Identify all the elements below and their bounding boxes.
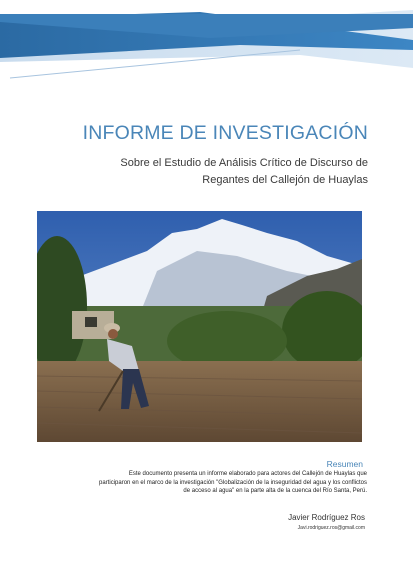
author-email[interactable]: Javi.rodriguez.ros@gmail.com bbox=[297, 525, 365, 531]
report-title: INFORME DE INVESTIGACIÓN bbox=[82, 122, 368, 144]
report-subtitle bbox=[68, 155, 368, 189]
abstract-heading: Resumen bbox=[326, 459, 363, 469]
subtitle-line-2: Regantes del Callejón de Huaylas bbox=[202, 174, 368, 186]
cover-photo-farmer-mountains bbox=[37, 211, 362, 442]
abstract-body: Este documento presenta un informe elaborado para actores del Callejón de Huaylas que participaron en el marco de la investigación "Globalización de la inseguridad del agua y los conflictos de acceso al agua" en la parte alta de la cuenca del Río Santa, Perú. bbox=[99, 471, 367, 495]
header-banner bbox=[0, 0, 413, 90]
photo-field bbox=[37, 361, 362, 442]
author-name: Javier Rodríguez Ros bbox=[288, 513, 365, 522]
subtitle-line-1: Sobre el Estudio de Análisis Crítico de Discurso de bbox=[120, 157, 368, 169]
photo-house-window bbox=[85, 317, 97, 327]
